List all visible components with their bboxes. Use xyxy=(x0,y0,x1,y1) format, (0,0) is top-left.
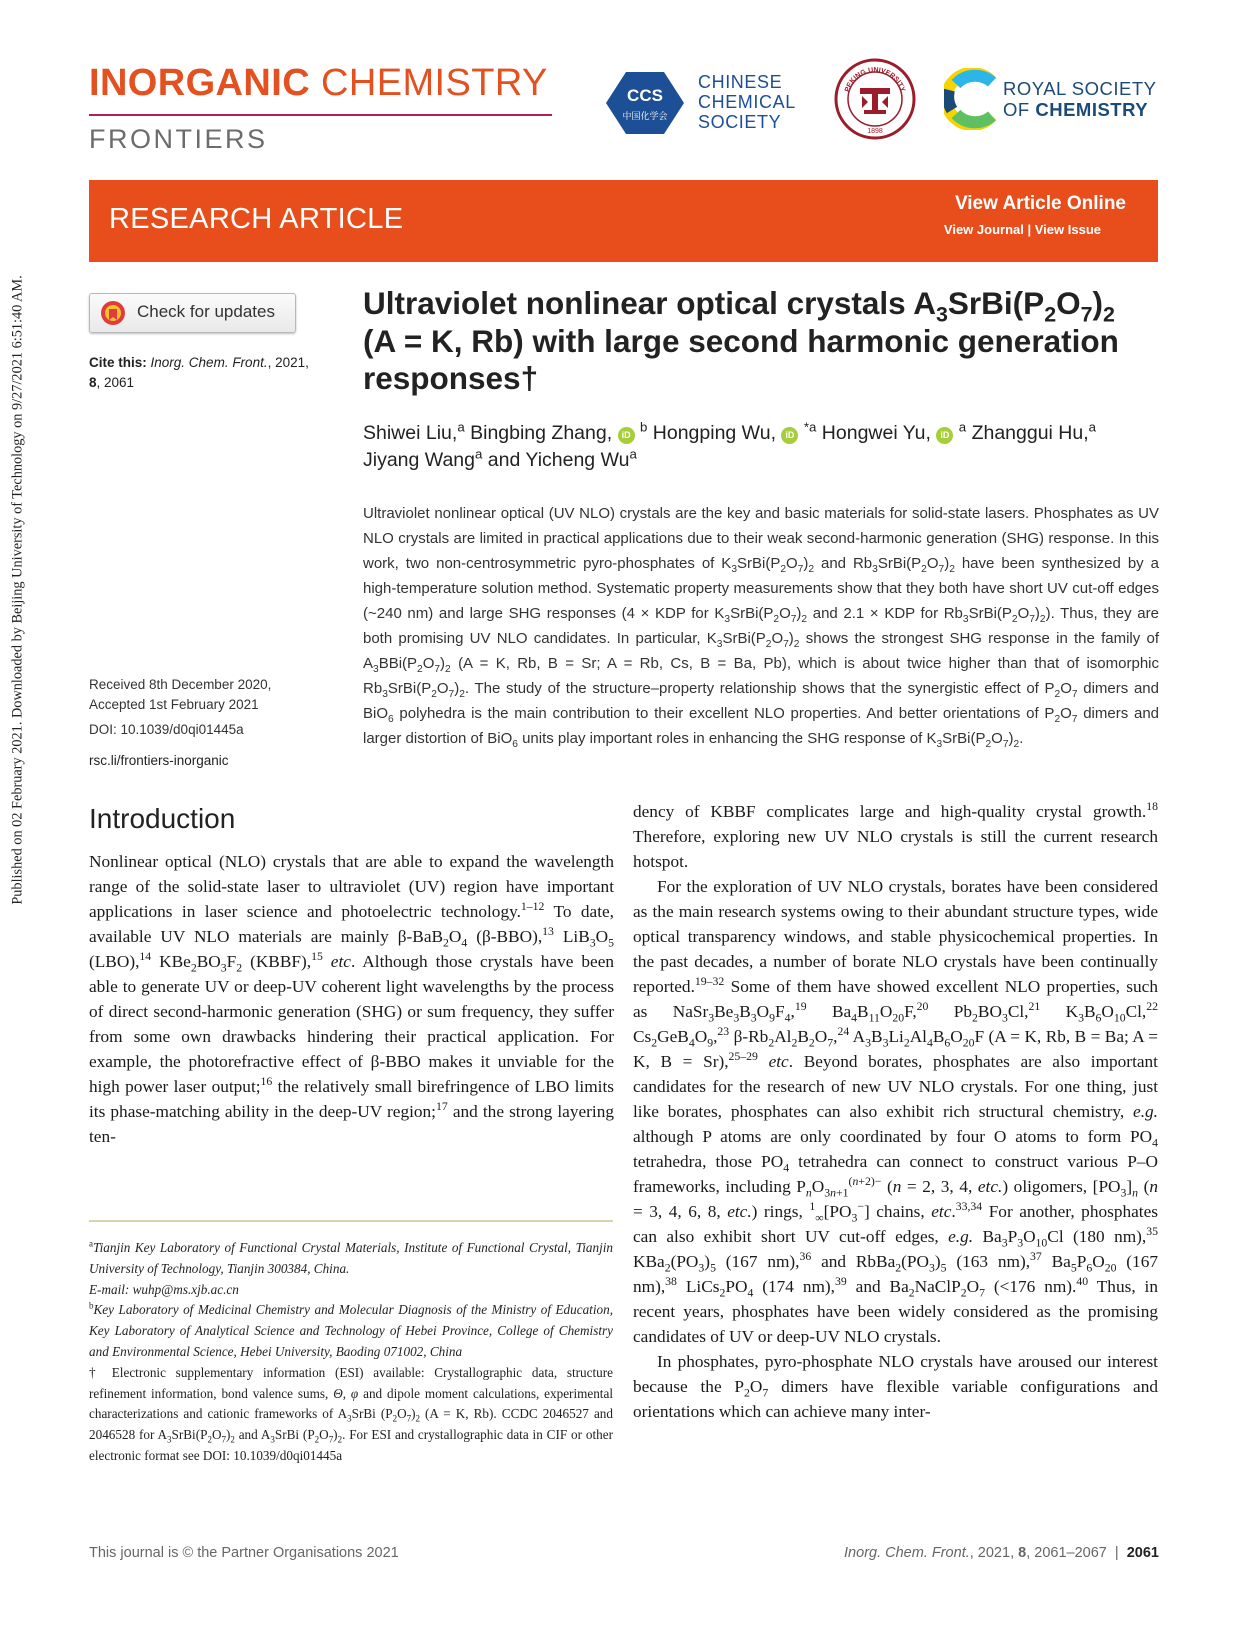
journal-name[interactable]: INORGANIC CHEMISTRY xyxy=(89,62,548,104)
journal-link[interactable]: rsc.li/frontiers-inorganic xyxy=(89,753,229,768)
article-banner xyxy=(89,180,1158,262)
view-issue-link[interactable]: View Issue xyxy=(1034,222,1101,237)
body-right-column: dency of KBBF complicates large and high-quality crystal growth.$^{18}$ Therefore, exploring new UV NLO crystals is still the current research hotspot. For the exploration of UV NLO crystals, borates have been considered as the main research systems owing to their abundant structure types, wide optical transparency windows, and stable physicochemical properties. In the past decades, a number of borate NLO crystals have been continually reported.$^{19-32}$ Some of them have showed excellent NLO properties, such as $NaSr_3Be_3B_3O_9F_4,^{19}$ $Ba_4B_{11}O_{20}F,^{20}$ $Pb_2BO_3Cl,^{21}$ $K_3B_6O_{10}Cl,^{22}$ $Cs_2GeB_4O_9,^{23}$ $\beta-Rb_2Al_2B_2O_7,^{24}$ $A_3B_3Li_2Al_4B_6O_{20}F$ (A = K, Rb, B = Ba; A = K, B = Sr),$^{25-29}$ etc. Beyond borates, phosphates are also important candidates for the research of new UV NLO crystals. For one thing, just like borates, phosphates can also exhibit rich structural chemistry, e.g. although P atoms are only coordinated by four O atoms to form $PO_4$ tetrahedra, those $PO_4$ tetrahedra can connect to construct various P–O frameworks, including $P_nO_{3n+1}^{(n+2)-}$ (n = 2, 3, 4, etc.) oligomers, $[PO_3]_n$ (n = 3, 4, 6, 8, etc.) rings, $^1_\infty[PO_3^-]$ chains, etc.$^{33,34}$ For another, phosphates can also exhibit short UV cut-off edges, e.g. $Ba_3P_3O_{10}Cl$ (180 nm),$^{35}$ $KBa_2(PO_3)_5$ (167 nm),$^{36}$ and $RbBa_2(PO_3)_5$ (163 nm),$^{37}$ $Ba_5P_6O_{20}$ (167 nm),$^{38}$ $LiCs_2PO_4$ (174 nm),$^{39}$ and $Ba_2NaClP_2O_7$ (<176 nm).$^{40}$ Thus, in recent years, phosphates have been widely considered as the promising candidates of UV or deep-UV NLO crystals. In phosphates, pyro-phosphate NLO crystals have aroused our interest because the $P_2O_7$ dimers have flexible variable configurations and orientations which can achieve many inter- xyxy=(633,800,1159,1421)
orcid-icon[interactable]: iD xyxy=(618,427,635,444)
article-title: Ultraviolet nonlinear optical crystals $A_3SrBi(P_2O_7)_2$ (A = K, Rb) with large second harmonic generation responses† xyxy=(363,285,1119,396)
abstract: Ultraviolet nonlinear optical (UV NLO) crystals are the key and basic materials for solid-state lasers. Phosphates as UV NLO crystals are limited in practical applications due to their weak second-harmonic generation (SHG) response. In this work, two non-centrosymmetric pyro-phosphates of $K_3SrBi(P_2O_7)_2$ and $Rb_3SrBi(P_2O_7)_2$ have been synthesized by a high-temperature solution method. Systematic property measurements show that they both have short UV cut-off edges (~240 nm) and large SHG responses (4 × KDP for $K_3SrBi(P_2O_7)_2$ and 2.1 × KDP for $Rb_3SrBi(P_2O_7)_2$). Thus, they are both promising UV NLO candidates. In particular, $K_3SrBi(P_2O_7)_2$ shows the strongest SHG response in the family of $A_3BBi(P_2O_7)_2$ (A = K, Rb, B = Sr; A = Rb, Cs, B = Ba, Pb), which is about twice higher than that of isomorphic $Rb_3SrBi(P_2O_7)_2$. The study of the structure–property relationship shows that the synergistic effect of $P_2O_7$ dimers and BiO$_6$ polyhedra is the main contribution to their excellent NLO properties. And better orientations of $P_2O_7$ dimers and larger distortion of BiO$_6$ units play important roles in enhancing the SHG response of $K_3SrBi(P_2O_7)_2$. xyxy=(363,505,1160,750)
download-notice: Published on 02 February 2021. Downloaded by Beijing University of Technology on 9/27/2021 6:51:40 AM. xyxy=(9,275,26,905)
section-heading: Introduction xyxy=(89,803,236,834)
footnote-rule xyxy=(89,1220,613,1222)
svg-text:1898: 1898 xyxy=(867,128,883,135)
view-article-online-link[interactable]: View Article Online xyxy=(954,193,1126,214)
svg-text:中国化学会: 中国化学会 xyxy=(622,112,668,122)
check-for-updates-button[interactable]: Check for updates xyxy=(89,293,296,333)
svg-text:PEKING UNIVERSITY: PEKING UNIVERSITY xyxy=(844,66,906,93)
ccs-logo xyxy=(606,72,684,134)
footer-copyright: This journal is © the Partner Organisations 2021 xyxy=(89,1545,399,1561)
author-list: Shiwei Liu,$^a$ Bingbing Zhang, iD $^b$ Hongping Wu, iD $^{*a}$ Hongwei Yu, iD $^a$ Zhanggui Hu,$^a$ Jiyang Wang$^a$ and Yicheng Wu$^a$ xyxy=(363,419,1097,471)
ccs-name: CHINESE CHEMICAL SOCIETY xyxy=(698,72,796,132)
received-dates: Received 8th December 2020, Accepted 1st February 2021 xyxy=(89,677,272,712)
footer-citation: Inorg. Chem. Front., 2021, 8, 2061–2067 | 2061 xyxy=(844,1545,1159,1561)
view-journal-link[interactable]: View Journal xyxy=(943,222,1024,237)
update-icon xyxy=(99,299,127,327)
rsc-logo xyxy=(944,68,999,130)
citation: Cite this: Inorg. Chem. Front., 2021, 8, 2061 xyxy=(89,355,309,390)
footnotes: $^a$Tianjin Key Laboratory of Functional Crystal Materials, Institute of Functional Crystal, Tianjin University of Technology, Tianjin 300384, China. E-mail: wuhp@ms.xjb.ac.cn $^b$Key Laboratory of Medicinal Chemistry and Molecular Diagnosis of the Ministry of Education, Key Laboratory of Analytical Science and Technology of Hebei Province, College of Chemistry and Environmental Science, Hebei University, Baoding 071002, China † Electronic supplementary information (ESI) available: Crystallographic data, structure refinement information, bond valence sums, Θ, φ and dipole moment calculations, experimental characterizations and cationic frameworks of $A_3SrBi$ $(P_2O_7)_2$ (A = K, Rb). CCDC 2046527 and 2046528 for $A_3SrBi(P_2O_7)_2$ and $A_3SrBi$ $(P_2O_7)_2$. For ESI and crystallographic data in CIF or other electronic format see DOI: 10.1039/d0qi01445a xyxy=(89,1238,613,1463)
article-type: RESEARCH ARTICLE xyxy=(109,203,404,235)
svg-text:CCS: CCS xyxy=(627,86,663,105)
doi[interactable]: DOI: 10.1039/d0qi01445a xyxy=(89,722,244,737)
peking-university-seal xyxy=(834,58,916,140)
rsc-name: ROYAL SOCIETY OF CHEMISTRY xyxy=(1003,78,1157,120)
orcid-icon[interactable]: iD xyxy=(781,427,798,444)
view-links: View Journal | View Issue xyxy=(943,222,1101,237)
orcid-icon[interactable]: iD xyxy=(936,427,953,444)
journal-rule xyxy=(89,114,552,116)
journal-subtitle: FRONTIERS xyxy=(89,124,268,154)
body-left-column: Nonlinear optical (NLO) crystals that are able to expand the wavelength range of the solid-state laser to ultraviolet (UV) region have important applications in laser science and photoelectric technology.$^{1-12}$ To date, available UV NLO materials are mainly $\beta-BaB_2O_4$ (β-BBO),$^{13}$ $LiB_3O_5$ (LBO),$^{14}$ $KBe_2BO_3F_2$ (KBBF),$^{15}$ etc. Although those crystals have been able to generate UV or deep-UV coherent light wavelengths by the process of direct second-harmonic generation (SHG) or sum frequency, they suffer from some own drawbacks hindering their practical application. For example, the photorefractive effect of β-BBO makes it unviable for the high power laser output;$^{16}$ the relatively small birefringence of LBO limits its phase-matching ability in the deep-UV region;$^{17}$ and the strong layering ten- xyxy=(89,852,615,1146)
